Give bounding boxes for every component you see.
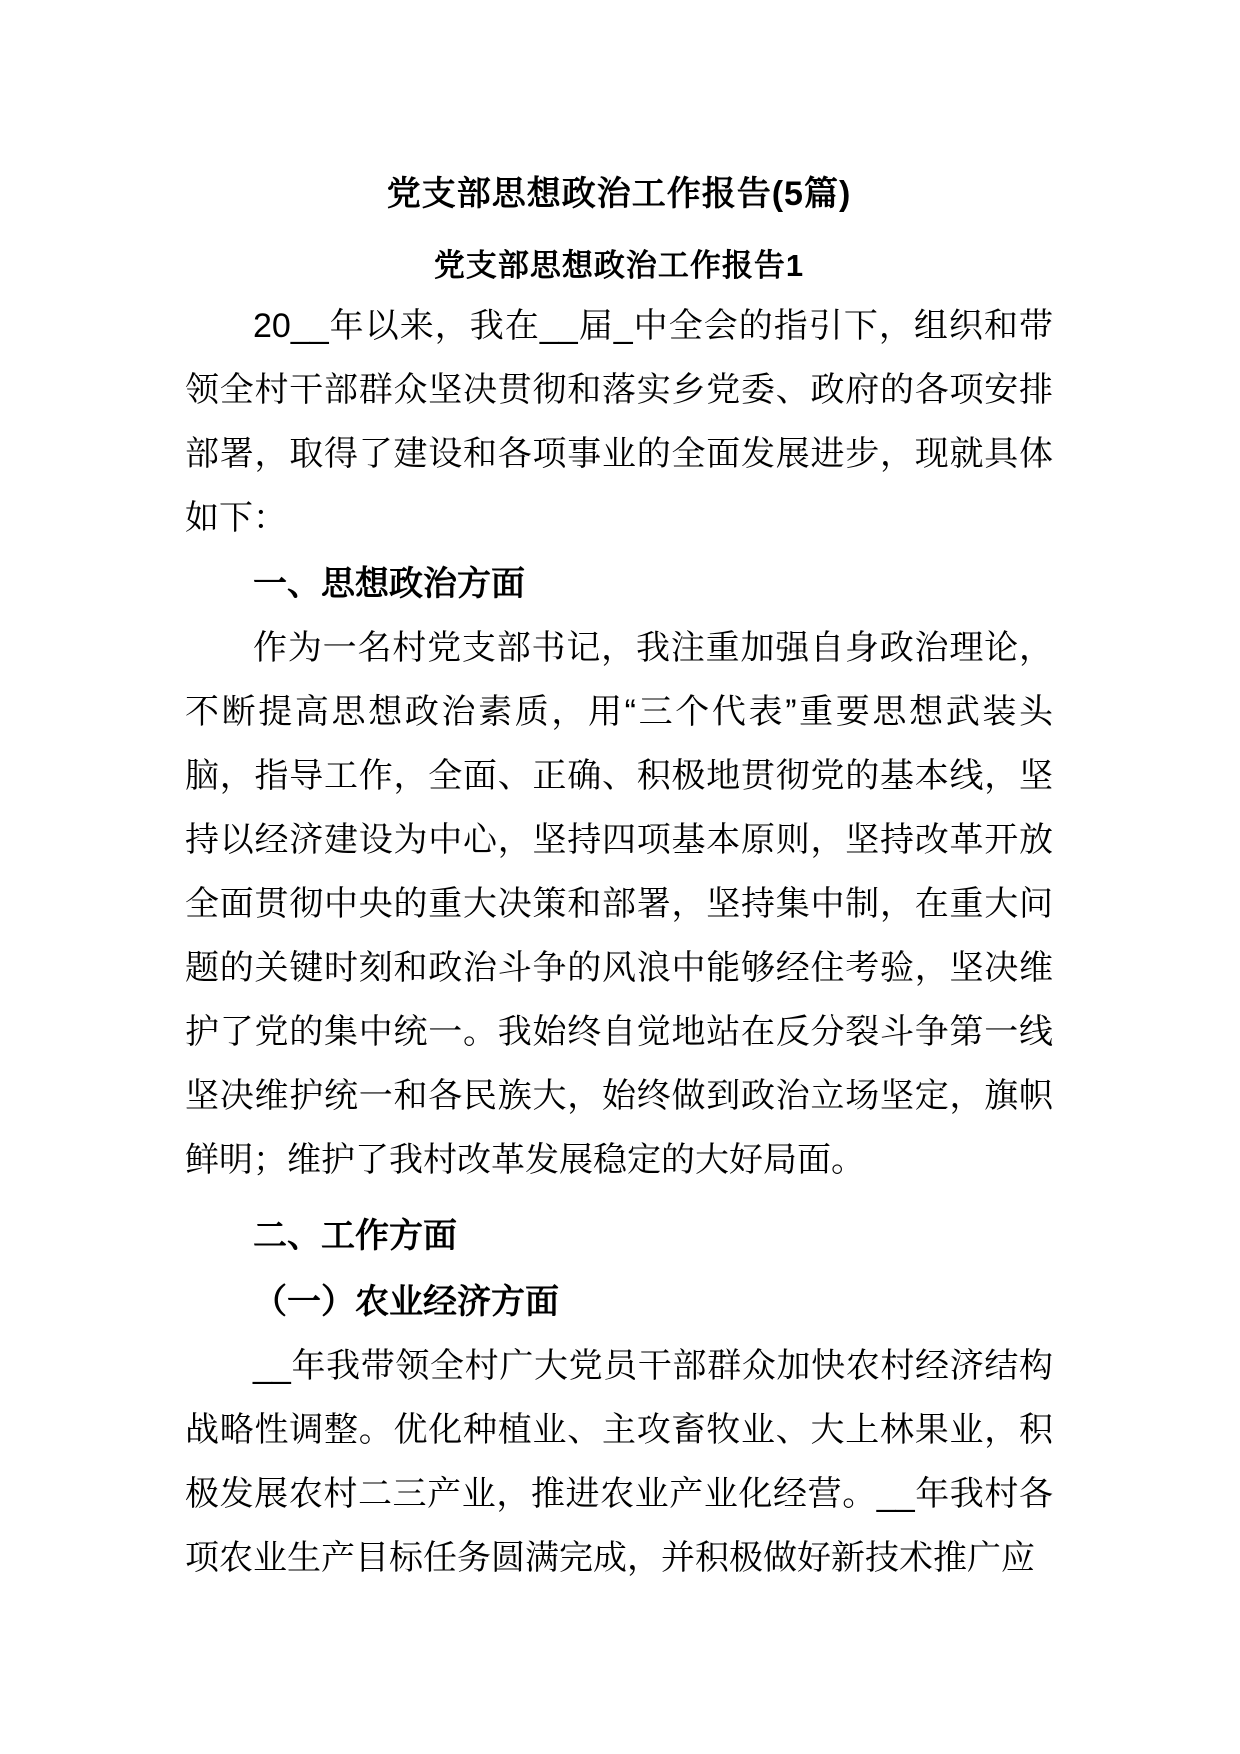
heading-ideology-section: 一、思想政治方面: [253, 565, 525, 603]
heading-work-section: 二、工作方面: [253, 1217, 457, 1255]
document-subtitle: 党支部思想政治工作报告1: [433, 248, 805, 283]
paragraph-ideology: 作为一名村党支部书记，我注重加强自身政治理论，不断提高思想政治素质，用“三个代表”重要思想武装头脑，指导工作，全面、正确、积极地贯彻党的基本线，坚持以经济建设为中心，坚持四项基本原则，坚持改革开放全面贯彻中央的重大决策和部署，坚持集中制，在重大问题的关键时刻和政治斗争的风浪中能够经住考验，坚决维护了党的集中统一。我始终自觉地站在反分裂斗争第一线坚决维护统一和各民族大，始终做到政治立场坚定，旗帜鲜明；维护了我村改革发展稳定的大好局面。: [185, 629, 1053, 1179]
paragraph-agriculture: __年我带领全村广大党员干部群众加快农村经济结构战略性调整。优化种植业、主攻畜牧业、大上林果业，积极发展农村二三产业，推进农业产业化经营。__年我村各项农业生产目标任务圆满完成，并积极做好新技术推广应: [185, 1347, 1053, 1577]
paragraph-intro: 20__年以来，我在__届_中全会的指引下，组织和带领全村干部群众坚决贯彻和落实乡党委、政府的各项安排部署，取得了建设和各项事业的全面发展进步，现就具体如下：: [185, 307, 1053, 537]
document-title: 党支部思想政治工作报告(5篇): [386, 175, 852, 213]
heading-agriculture-subsection: （一）农业经济方面: [253, 1283, 559, 1321]
